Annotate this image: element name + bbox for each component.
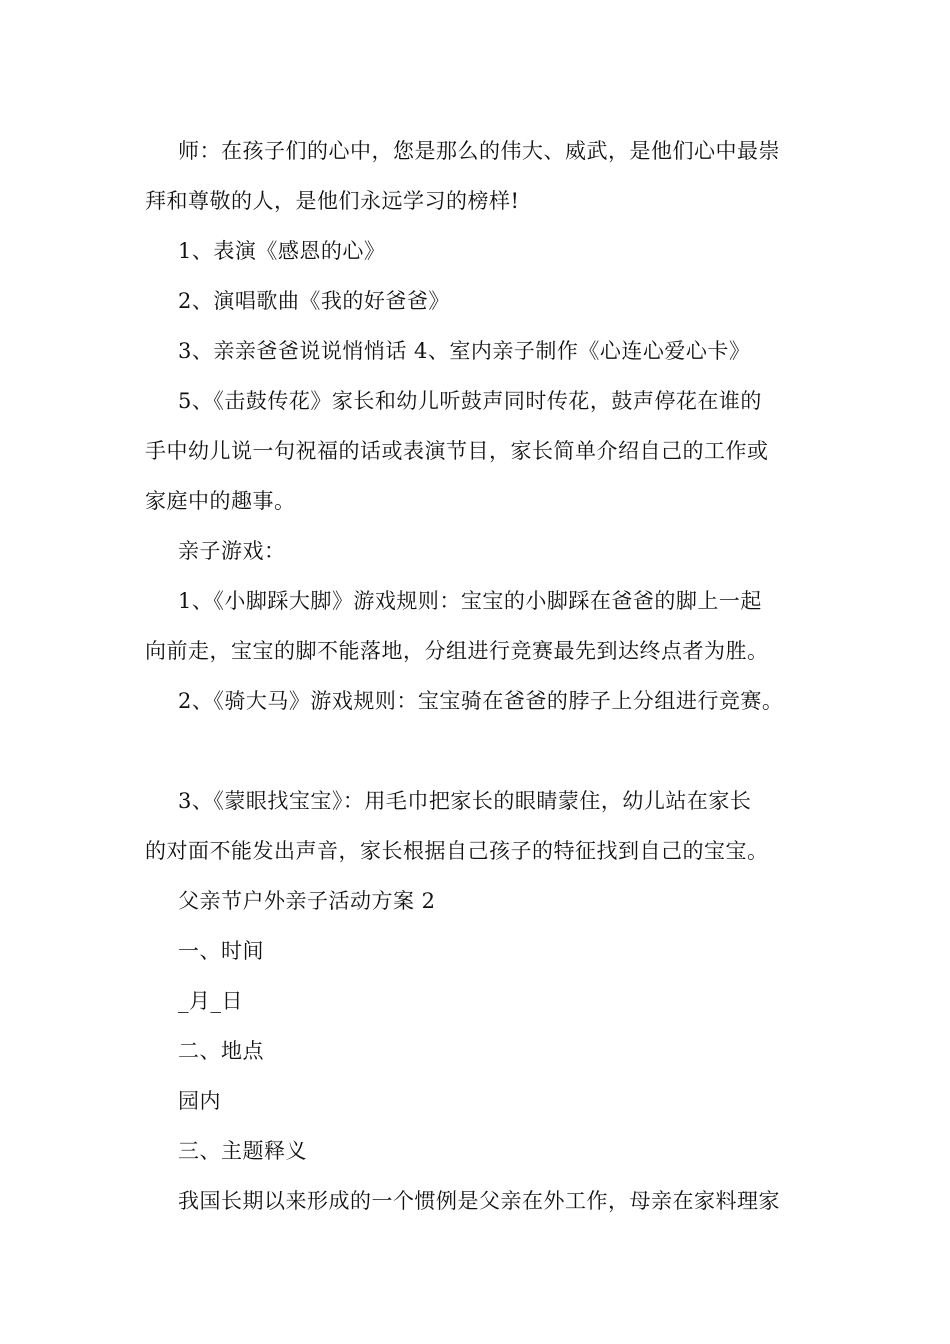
list-item-3-4: 3、亲亲爸爸说说悄悄话 4、室内亲子制作《心连心爱心卡》 [178, 339, 751, 363]
list-item-1: 1、表演《感恩的心》 [178, 239, 386, 263]
list-item-5-line-3: 家庭中的趣事。 [145, 489, 296, 513]
game-item-1-line-2: 向前走，宝宝的脚不能落地，分组进行竞赛最先到达终点者为胜。 [145, 639, 769, 663]
plan-title: 父亲节户外亲子活动方案 2 [178, 889, 436, 913]
location-value: 园内 [178, 1089, 221, 1113]
paragraph-teacher-line-2: 拜和尊敬的人，是他们永远学习的榜样! [145, 189, 520, 213]
game-item-3-line-1: 3、《蒙眼找宝宝》：用毛巾把家长的眼睛蒙住，幼儿站在家长 [178, 789, 752, 813]
game-item-1-line-1: 1、《小脚踩大脚》游戏规则：宝宝的小脚踩在爸爸的脚上一起 [178, 589, 762, 613]
section-heading-games: 亲子游戏： [178, 539, 286, 563]
theme-paragraph-line-1: 我国长期以来形成的一个惯例是父亲在外工作，母亲在家料理家 [178, 1189, 780, 1213]
list-item-2: 2、演唱歌曲《我的好爸爸》 [178, 289, 450, 313]
list-item-5-line-1: 5、《击鼓传花》家长和幼儿听鼓声同时传花，鼓声停花在谁的 [178, 389, 762, 413]
time-value: _月_日 [178, 989, 243, 1013]
paragraph-teacher-line-1: 师：在孩子们的心中，您是那么的伟大、威武，是他们心中最崇 [178, 139, 780, 163]
heading-theme: 三、主题释义 [178, 1139, 307, 1163]
game-item-3-line-2: 的对面不能发出声音，家长根据自己孩子的特征找到自己的宝宝。 [145, 839, 769, 863]
game-item-2: 2、《骑大马》游戏规则：宝宝骑在爸爸的脖子上分组进行竞赛。 [178, 689, 784, 713]
heading-time: 一、时间 [178, 939, 264, 963]
heading-location: 二、地点 [178, 1039, 264, 1063]
list-item-5-line-2: 手中幼儿说一句祝福的话或表演节目，家长简单介绍自己的工作或 [145, 439, 769, 463]
